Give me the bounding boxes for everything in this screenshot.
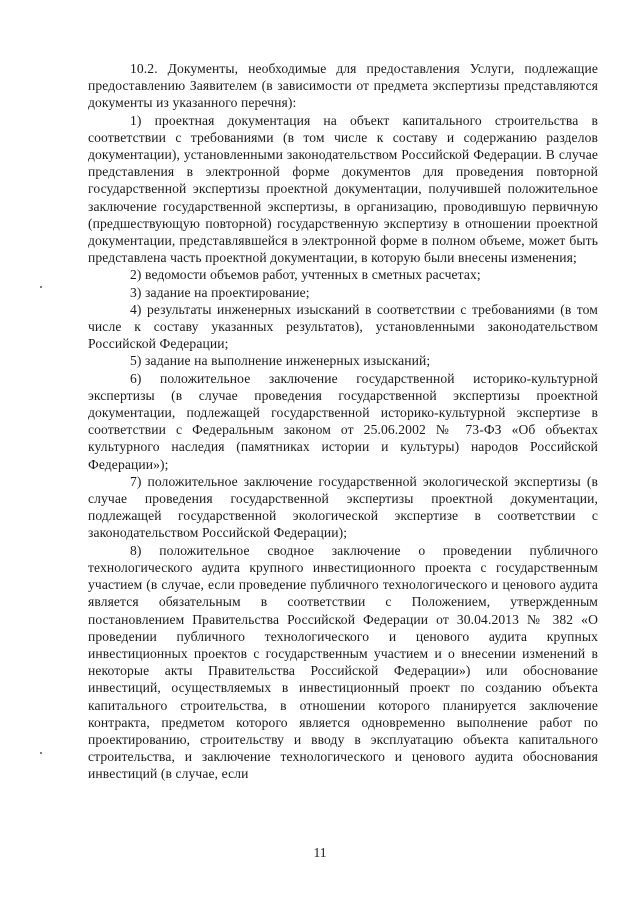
- list-item-4: 4) результаты инженерных изысканий в соответствии с требованиями (в том числе к составу указанных результатов), установленными законодательством Российской Федерации;: [88, 301, 598, 352]
- list-item-8: 8) положительное сводное заключение о проведении публичного технологического аудита крупного инвестиционного проекта с государственным участием (в случае, если проведение публичного технологического и ценового аудита является обязательным в соответствии с Положением, утвержденным постановлением Правительства Российской Федерации от 30.04.2013 № 382 «О проведении публичного технологического и ценового аудита крупных инвестиционных проектов с государственным участием и о внесении изменений в некоторые акты Правительства Российской Федерации») или обоснование инвестиций, осуществляемых в инвестиционный проект по созданию объекта капитального строительства, в отношении которого планируется заключение контракта, предметом которого является одновременно выполнение работ по проектированию, строительству и вводу в эксплуатацию объекта капитального строительства, и заключение технологического и ценового аудита обоснования инвестиций (в случае, если: [88, 542, 598, 782]
- page-number: 11: [313, 845, 327, 860]
- scan-speck: [40, 286, 42, 288]
- document-body: [88, 60, 598, 783]
- scan-speck: [40, 752, 42, 754]
- list-item-1: 1) проектная документация на объект капитального строительства в соответствии с требованиями (в том числе к составу и содержанию разделов документации), установленными законодательством Российской Федерации. В случае представления в электронной форме документов для проведения повторной государственной экспертизы проектной документации, получившей положительное заключение государственной экспертизы, в организацию, проводившую первичную (предшествующую повторной) государственную экспертизу в отношении проектной документации, представлявшейся в электронной форме в полном объеме, может быть представлена часть проектной документации, в которую были внесены изменения;: [88, 112, 598, 266]
- list-item-2: 2) ведомости объемов работ, учтенных в сметных расчетах;: [130, 267, 481, 283]
- list-item-7: 7) положительное заключение государственной экологической экспертизы (в случае проведения государственной экспертизы проектной документации, подлежащей государственной экологической экспертизе в соответствии с законодательством Российской Федерации);: [88, 473, 598, 541]
- list-item-6: 6) положительное заключение государственной историко-культурной экспертизы (в случае проведения государственной экспертизы проектной документации, подлежащей государственной историко-культурной экспертизе в соответствии с Федеральным законом от 25.06.2002 № 73-ФЗ «Об объектах культурного наследия (памятниках истории и культуры) народов Российской Федерации»);: [88, 370, 598, 472]
- paragraph-10-2: 10.2. Документы, необходимые для предоставления Услуги, подлежащие предоставлению Заявителем (в зависимости от предмета экспертизы представляются документы из указанного перечня):: [88, 61, 598, 111]
- list-item-3: 3) задание на проектирование;: [130, 284, 310, 300]
- list-item-5: 5) задание на выполнение инженерных изысканий;: [130, 353, 431, 369]
